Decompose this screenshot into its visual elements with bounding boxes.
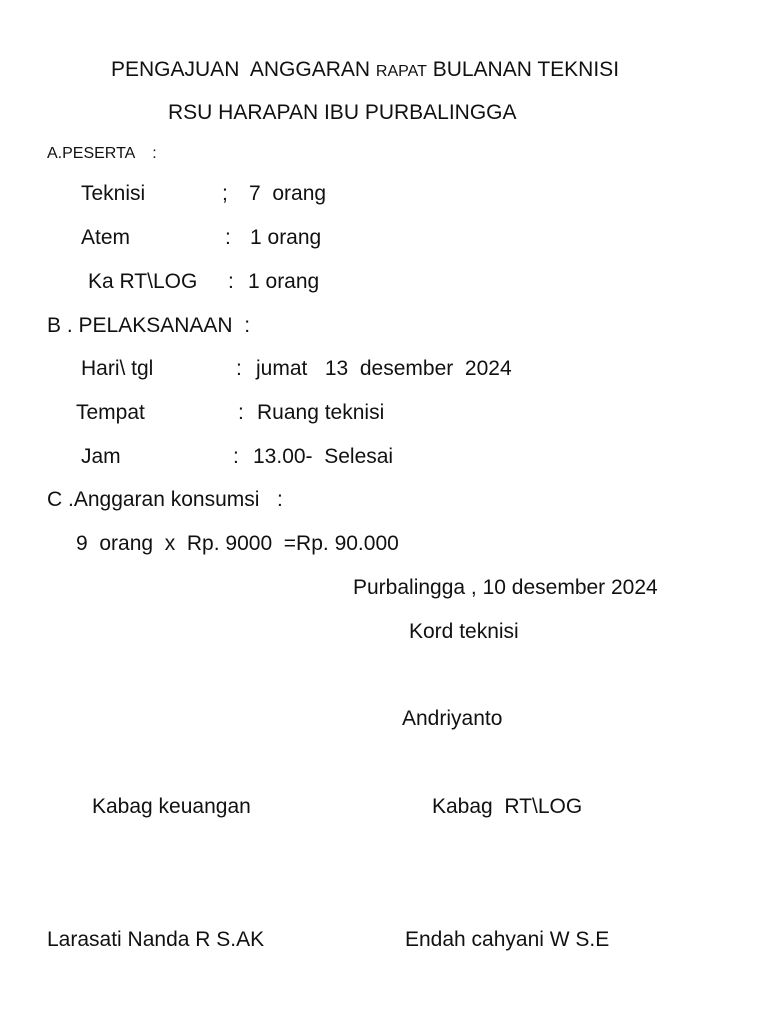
name-kabag-keuangan: Larasati Nanda R S.AK	[47, 928, 265, 951]
role-kabag-rtlog: Kabag RT\LOG	[432, 795, 583, 818]
peserta-row-label: Atem	[81, 226, 131, 249]
pelaksanaan-row-label: Jam	[81, 445, 121, 468]
anggaran-heading: C .Anggaran konsumsi :	[47, 488, 283, 511]
title-part1: PENGAJUAN ANGGARAN	[111, 58, 376, 81]
pelaksanaan-row-value: jumat 13 desember 2024	[256, 357, 512, 380]
peserta-row-sep: ;	[222, 182, 228, 205]
name-kord-teknisi: Andriyanto	[402, 707, 503, 730]
document-title-line1	[111, 59, 619, 80]
anggaran-calculation: 9 orang x Rp. 9000 =Rp. 90.000	[76, 532, 399, 555]
document-title-line2: RSU HARAPAN IBU PURBALINGGA	[168, 101, 517, 124]
pelaksanaan-heading: B . PELAKSANAAN :	[47, 314, 251, 337]
title-part2: BULANAN TEKNISI	[426, 58, 620, 81]
pelaksanaan-row-value: 13.00- Selesai	[253, 445, 394, 468]
peserta-row-sep: :	[225, 226, 231, 249]
peserta-row-sep: :	[228, 270, 234, 293]
peserta-row-value: 1 orang	[250, 226, 322, 249]
role-kabag-keuangan: Kabag keuangan	[92, 795, 251, 818]
peserta-row-value: 1 orang	[248, 270, 320, 293]
place-date: Purbalingga , 10 desember 2024	[353, 576, 658, 599]
peserta-row-value: 7 orang	[249, 182, 327, 205]
pelaksanaan-row-label: Hari\ tgl	[81, 357, 154, 380]
peserta-row-label: Teknisi	[81, 182, 146, 205]
title-rapat: RAPAT	[375, 63, 427, 80]
pelaksanaan-row-sep: :	[236, 357, 242, 380]
pelaksanaan-row-sep: :	[238, 401, 244, 424]
role-kord-teknisi: Kord teknisi	[409, 620, 519, 643]
peserta-heading: A.PESERTA :	[47, 145, 157, 162]
peserta-row-label: Ka RT\LOG	[88, 270, 198, 293]
pelaksanaan-row-value: Ruang teknisi	[257, 401, 385, 424]
pelaksanaan-row-sep: :	[233, 445, 239, 468]
name-kabag-rtlog: Endah cahyani W S.E	[405, 928, 610, 951]
pelaksanaan-row-label: Tempat	[76, 401, 145, 424]
